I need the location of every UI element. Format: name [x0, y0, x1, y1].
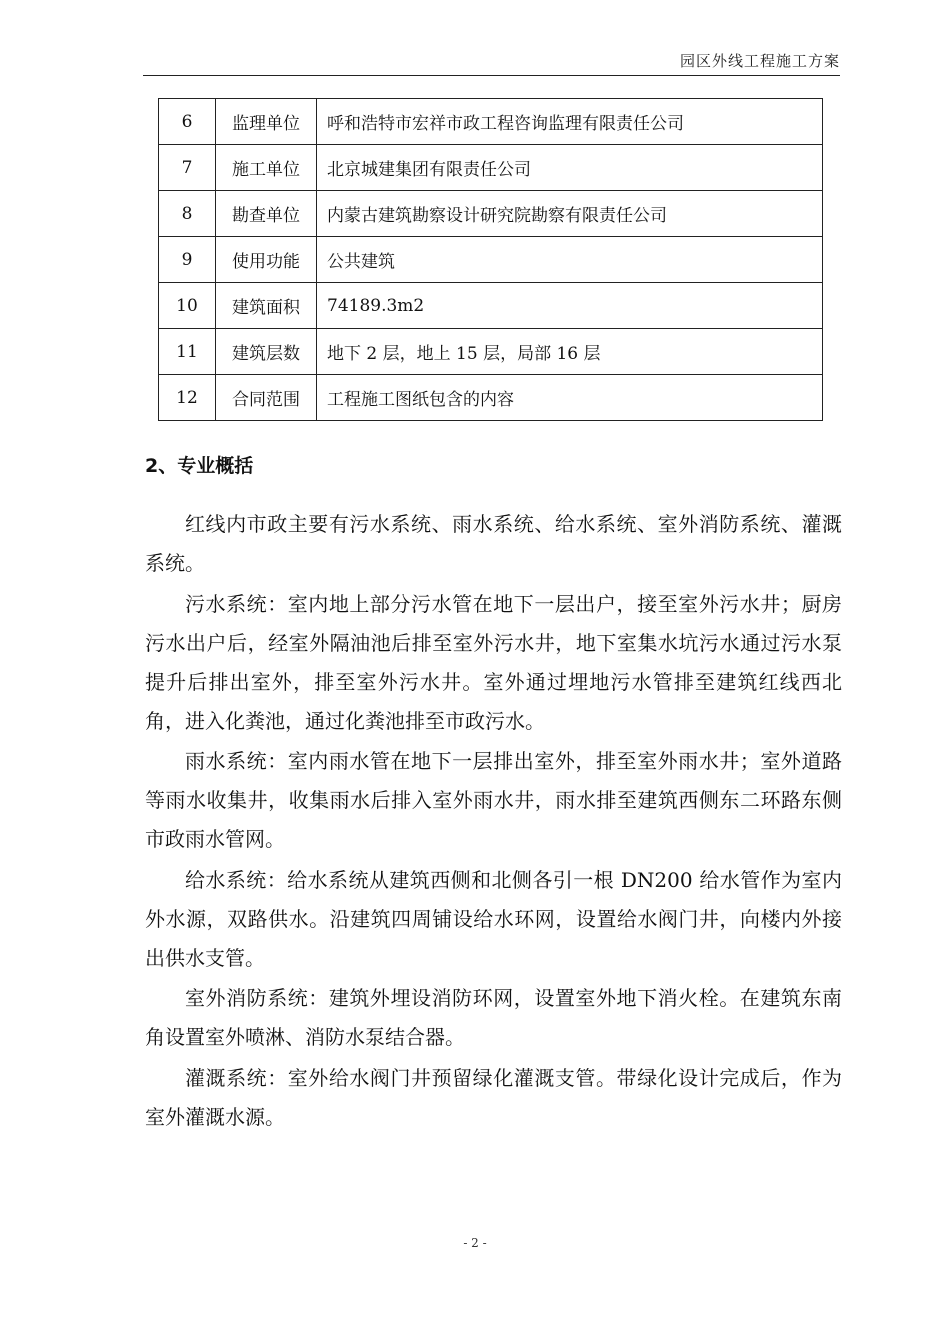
row-key: 使用功能 — [216, 237, 317, 283]
row-value: 内蒙古建筑勘察设计研究院勘察有限责任公司 — [317, 191, 823, 237]
table-row — [159, 191, 823, 237]
row-value: 地下 2 层，地上 15 层，局部 16 层 — [317, 329, 823, 375]
project-info-table — [158, 98, 823, 421]
row-value: 北京城建集团有限责任公司 — [317, 145, 823, 191]
row-key: 施工单位 — [216, 145, 317, 191]
table-row — [159, 375, 823, 421]
section-heading: 2、专业概括 — [145, 455, 254, 477]
row-number: 8 — [159, 191, 216, 237]
row-key: 合同范围 — [216, 375, 317, 421]
paragraph-water-supply-system: 给水系统：给水系统从建筑西侧和北侧各引一根 DN200 给水管作为室内外水源，双路供水。沿建筑四周铺设给水环网，设置给水阀门井，向楼内外接出供水支管。 — [145, 867, 842, 970]
table-row — [159, 237, 823, 283]
paragraph-fire-protection-system: 室外消防系统：建筑外埋设消防环网，设置室外地下消火栓。在建筑东南角设置室外喷淋、消防水泵结合器。 — [145, 986, 842, 1049]
row-value: 74189.3m2 — [317, 283, 823, 329]
row-key: 建筑层数 — [216, 329, 317, 375]
row-key: 建筑面积 — [216, 283, 317, 329]
row-value: 公共建筑 — [317, 237, 823, 283]
table-row — [159, 99, 823, 145]
table-row — [159, 145, 823, 191]
paragraph-irrigation-system: 灌溉系统：室外给水阀门井预留绿化灌溉支管。带绿化设计完成后，作为室外灌溉水源。 — [145, 1065, 842, 1129]
row-number: 10 — [159, 283, 216, 329]
row-number: 7 — [159, 145, 216, 191]
page-number: - 2 - — [463, 1236, 487, 1250]
row-value: 呼和浩特市宏祥市政工程咨询监理有限责任公司 — [317, 99, 823, 145]
row-key: 勘查单位 — [216, 191, 317, 237]
body-text — [145, 505, 842, 1138]
paragraph-sewage-system: 污水系统：室内地上部分污水管在地下一层出户，接至室外污水井；厨房污水出户后，经室外隔油池后排至室外污水井，地下室集水坑污水通过污水泵提升后排出室外，排至室外污水井。室外通过埋地污水管排至建筑红线西北角，进入化粪池，通过化粪池排至市政污水。 — [145, 591, 842, 733]
row-number: 12 — [159, 375, 216, 421]
document-title: 园区外线工程施工方案 — [679, 52, 840, 70]
page-header — [143, 50, 840, 74]
table-row — [159, 329, 823, 375]
row-key: 监理单位 — [216, 99, 317, 145]
row-number: 11 — [159, 329, 216, 375]
paragraph-intro: 红线内市政主要有污水系统、雨水系统、给水系统、室外消防系统、灌溉系统。 — [145, 512, 842, 575]
row-number: 6 — [159, 99, 216, 145]
header-divider — [143, 75, 840, 76]
row-number: 9 — [159, 237, 216, 283]
paragraph-rainwater-system: 雨水系统：室内雨水管在地下一层排出室外，排至室外雨水井；室外道路等雨水收集井，收集雨水后排入室外雨水井，雨水排至建筑西侧东二环路东侧市政雨水管网。 — [145, 749, 842, 851]
table-row — [159, 283, 823, 329]
row-value: 工程施工图纸包含的内容 — [317, 375, 823, 421]
